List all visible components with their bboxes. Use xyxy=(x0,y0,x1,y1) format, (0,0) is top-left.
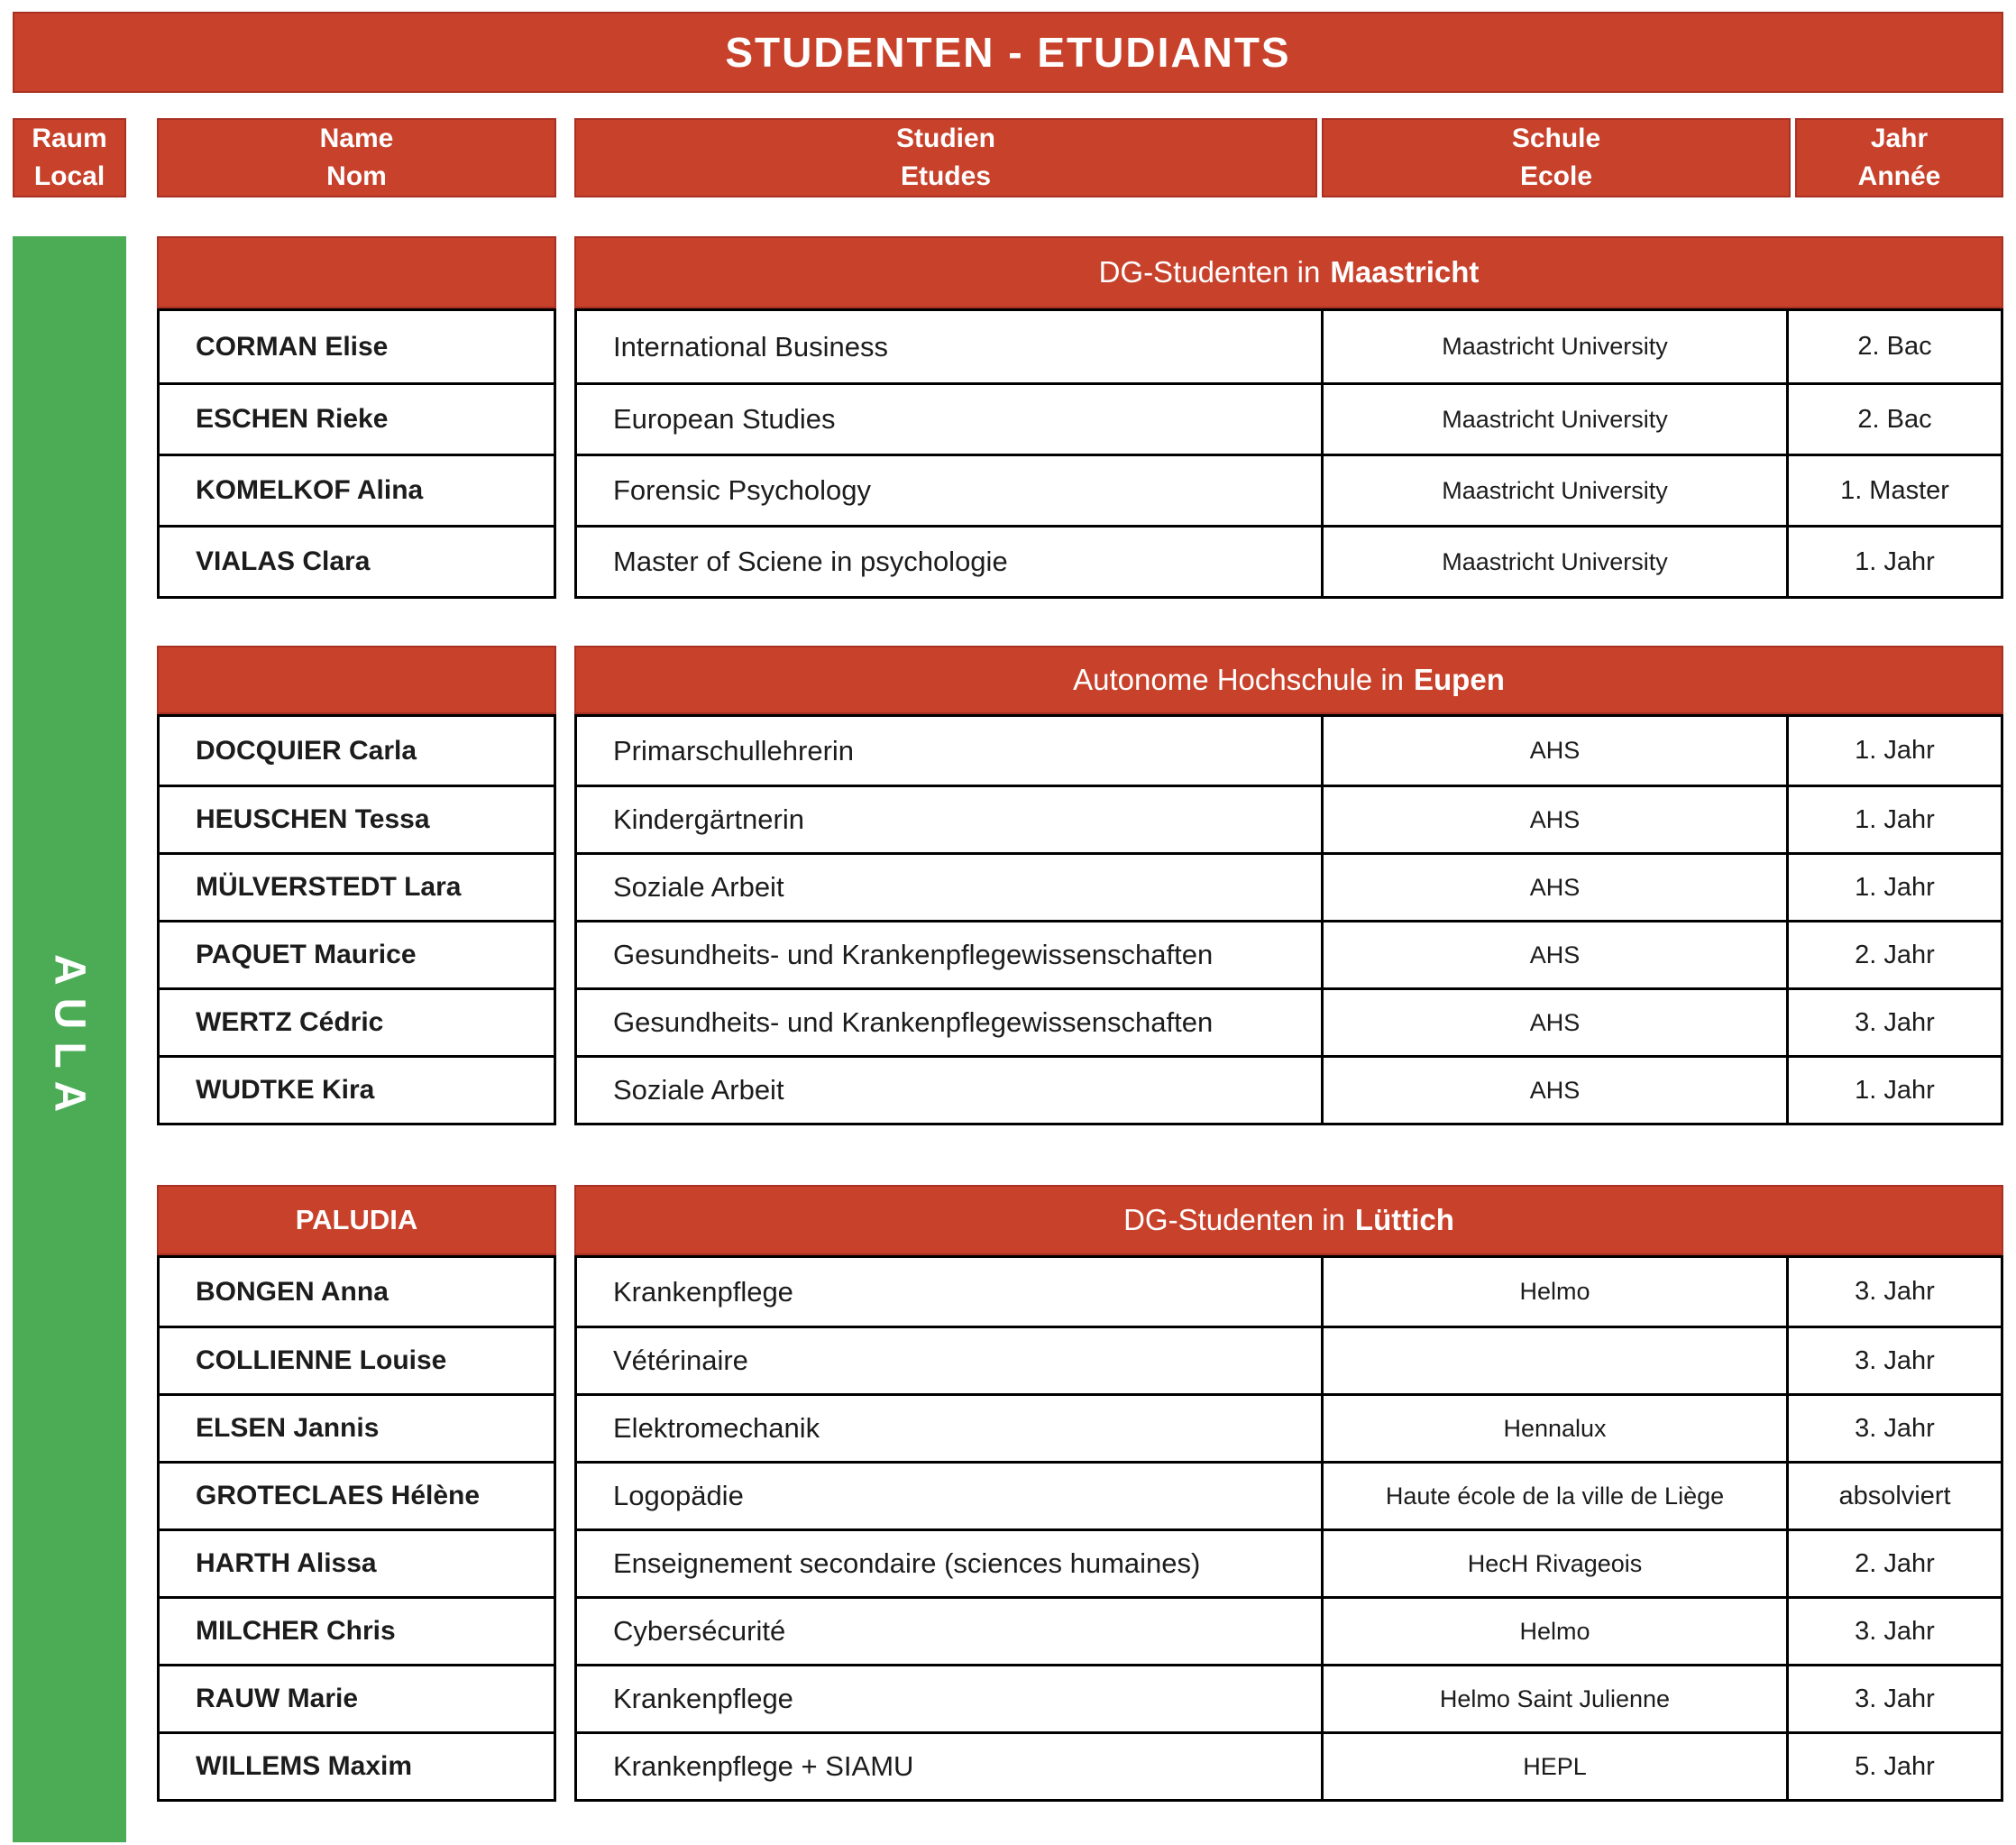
student-row xyxy=(577,1326,2001,1393)
student-row xyxy=(160,987,554,1055)
sections xyxy=(157,236,2003,1842)
student-year-cell: 3. Jahr xyxy=(1855,1684,1935,1713)
section-eupen-detail-rows xyxy=(574,714,2003,1125)
column-header-row xyxy=(13,118,2003,197)
student-school-cell: AHS xyxy=(1321,855,1789,920)
student-row xyxy=(160,1664,554,1731)
student-school-cell: AHS xyxy=(1321,990,1789,1055)
student-studies-cell: European Studies xyxy=(613,403,836,435)
section-maastricht-header-line xyxy=(1099,255,1480,289)
student-studies-cell: Gesundheits- und Krankenpflegewissenschaften xyxy=(613,1006,1214,1038)
student-row xyxy=(160,1461,554,1528)
student-year-cell: 5. Jahr xyxy=(1855,1751,1935,1781)
student-row xyxy=(577,1258,2001,1326)
student-row xyxy=(577,1528,2001,1596)
column-header-studien-line1: Studien xyxy=(896,124,995,153)
section-header-city: Lüttich xyxy=(1354,1203,1454,1236)
student-row xyxy=(160,525,554,596)
column-header-schule-line2: Ecole xyxy=(1519,161,1593,191)
student-row xyxy=(577,717,2001,785)
student-row xyxy=(160,1326,554,1393)
section-luettich-name-header-text: PALUDIA xyxy=(295,1204,418,1235)
student-name-cell: GROTECLAES Hélène xyxy=(196,1481,481,1510)
student-name-cell: WUDTKE Kira xyxy=(196,1075,375,1105)
student-row xyxy=(577,987,2001,1055)
section-header-city: Eupen xyxy=(1414,663,1505,696)
student-row xyxy=(577,1664,2001,1731)
student-name-cell: COLLIENNE Louise xyxy=(196,1345,447,1375)
student-year-cell: 1. Jahr xyxy=(1855,736,1935,765)
page-title-text: STUDENTEN - ETUDIANTS xyxy=(725,29,1291,76)
column-header-raum-line2: Local xyxy=(33,161,105,191)
column-header-name-line1: Name xyxy=(319,124,394,153)
student-name-cell: KOMELKOF Alina xyxy=(196,475,424,505)
student-row xyxy=(577,454,2001,525)
student-row xyxy=(160,1596,554,1664)
student-name-cell: ELSEN Jannis xyxy=(196,1413,380,1443)
column-header-name xyxy=(157,118,556,197)
student-row xyxy=(577,382,2001,454)
section-eupen-name-header xyxy=(157,646,556,714)
student-studies-cell: Enseignement secondaire (sciences humaines) xyxy=(613,1547,1201,1579)
student-row xyxy=(160,1258,554,1326)
column-header-name-line2: Nom xyxy=(326,161,387,191)
column-header-jahr xyxy=(1795,118,2003,197)
section-maastricht-detail-rows xyxy=(574,308,2003,599)
student-year-cell: 2. Jahr xyxy=(1855,940,1935,969)
student-studies-cell: Primarschullehrerin xyxy=(613,734,855,766)
section-maastricht-name-header xyxy=(157,236,556,308)
student-row xyxy=(577,1596,2001,1664)
section-header-city: Maastricht xyxy=(1330,255,1480,289)
column-header-strip xyxy=(574,118,2003,197)
student-studies-cell: Krankenpflege xyxy=(613,1275,793,1308)
student-school-cell: Maastricht University xyxy=(1321,528,1789,596)
student-school-cell: AHS xyxy=(1321,787,1789,852)
student-studies-cell: Gesundheits- und Krankenpflegewissenschaften xyxy=(613,939,1214,970)
student-school-cell: AHS xyxy=(1321,1058,1789,1123)
student-name-cell: HEUSCHEN Tessa xyxy=(196,804,430,834)
student-studies-cell: Krankenpflege + SIAMU xyxy=(613,1750,914,1782)
section-luettich-header-line xyxy=(1123,1203,1454,1237)
student-name-cell: RAUW Marie xyxy=(196,1684,359,1713)
column-header-raum-line1: Raum xyxy=(32,124,107,153)
student-row xyxy=(160,1055,554,1123)
student-studies-cell: Forensic Psychology xyxy=(613,474,872,506)
section-eupen-header-line xyxy=(1073,663,1505,697)
student-school-cell: AHS xyxy=(1321,922,1789,987)
student-studies-cell: Soziale Arbeit xyxy=(613,871,784,903)
student-row xyxy=(160,1731,554,1799)
student-school-cell: HecH Rivageois xyxy=(1321,1531,1789,1596)
student-row xyxy=(160,920,554,987)
student-year-cell: 3. Jahr xyxy=(1855,1007,1935,1037)
section-maastricht-name-column xyxy=(157,236,556,599)
student-school-cell: Maastricht University xyxy=(1321,311,1789,382)
student-row xyxy=(577,920,2001,987)
student-name-cell: WILLEMS Maxim xyxy=(196,1751,413,1781)
room-label: AULA xyxy=(45,953,94,1125)
student-name-cell: MILCHER Chris xyxy=(196,1616,396,1646)
student-year-cell: absolviert xyxy=(1838,1481,1951,1510)
section-luettich-details-column xyxy=(574,1185,2003,1802)
student-name-cell: WERTZ Cédric xyxy=(196,1007,384,1037)
column-header-schule xyxy=(1322,118,1791,197)
student-row xyxy=(577,852,2001,920)
student-row xyxy=(160,785,554,852)
section-luettich xyxy=(157,1185,2003,1802)
section-header-prefix: Autonome Hochschule in xyxy=(1073,663,1405,696)
student-year-cell: 1. Jahr xyxy=(1855,804,1935,834)
student-studies-cell: Logopädie xyxy=(613,1480,744,1511)
student-row xyxy=(160,1393,554,1461)
student-studies-cell: Kindergärtnerin xyxy=(613,803,804,835)
student-row xyxy=(577,1731,2001,1799)
section-eupen-name-column xyxy=(157,646,556,1125)
section-eupen-name-rows xyxy=(157,714,556,1125)
section-header-prefix: DG-Studenten in xyxy=(1123,1203,1345,1236)
student-school-cell: Maastricht University xyxy=(1321,385,1789,454)
student-row xyxy=(160,852,554,920)
section-luettich-detail-rows xyxy=(574,1255,2003,1802)
student-studies-cell: International Business xyxy=(613,330,889,363)
room-bar xyxy=(13,236,126,1842)
section-eupen-details-column xyxy=(574,646,2003,1125)
column-header-schule-line1: Schule xyxy=(1511,124,1601,153)
student-school-cell: Helmo xyxy=(1321,1258,1789,1326)
section-eupen xyxy=(157,646,2003,1125)
student-studies-cell: Krankenpflege xyxy=(613,1683,793,1714)
column-header-studien xyxy=(574,118,1317,197)
section-luettich-name-rows xyxy=(157,1255,556,1802)
section-maastricht-details-column xyxy=(574,236,2003,599)
student-row xyxy=(160,382,554,454)
student-studies-cell: Vétérinaire xyxy=(613,1345,748,1376)
student-row xyxy=(160,1528,554,1596)
student-year-cell: 2. Jahr xyxy=(1855,1548,1935,1578)
page-title xyxy=(13,12,2003,93)
student-row xyxy=(577,1055,2001,1123)
student-school-cell: AHS xyxy=(1321,717,1789,785)
student-school-cell xyxy=(1321,1328,1789,1393)
student-row xyxy=(577,1393,2001,1461)
column-header-jahr-line1: Jahr xyxy=(1870,124,1929,153)
section-eupen-header xyxy=(574,646,2003,714)
section-luettich-name-column xyxy=(157,1185,556,1802)
table-body xyxy=(13,236,2003,1842)
student-year-cell: 1. Jahr xyxy=(1855,1075,1935,1105)
student-school-cell: Maastricht University xyxy=(1321,456,1789,525)
student-row xyxy=(577,1461,2001,1528)
student-year-cell: 3. Jahr xyxy=(1855,1616,1935,1646)
student-name-cell: CORMAN Elise xyxy=(196,331,389,362)
student-year-cell: 1. Jahr xyxy=(1855,546,1935,576)
section-luettich-name-header xyxy=(157,1185,556,1255)
student-row xyxy=(160,311,554,382)
student-studies-cell: Cybersécurité xyxy=(613,1615,786,1647)
student-year-cell: 2. Bac xyxy=(1857,404,1932,434)
student-school-cell: Haute école de la ville de Liège xyxy=(1321,1464,1789,1528)
student-name-cell: VIALAS Clara xyxy=(196,546,371,576)
student-name-cell: MÜLVERSTEDT Lara xyxy=(196,872,462,902)
student-name-cell: ESCHEN Rieke xyxy=(196,404,389,434)
student-name-cell: DOCQUIER Carla xyxy=(196,735,417,766)
section-maastricht-header xyxy=(574,236,2003,308)
column-header-studien-line2: Etudes xyxy=(900,161,992,191)
student-school-cell: Helmo xyxy=(1321,1599,1789,1664)
student-name-cell: HARTH Alissa xyxy=(196,1548,377,1578)
student-row xyxy=(160,454,554,525)
student-row xyxy=(160,717,554,785)
student-year-cell: 2. Bac xyxy=(1857,332,1932,361)
section-header-prefix: DG-Studenten in xyxy=(1098,255,1321,289)
student-studies-cell: Master of Sciene in psychologie xyxy=(613,546,1008,577)
student-year-cell: 3. Jahr xyxy=(1855,1277,1935,1306)
column-header-raum xyxy=(13,118,126,197)
section-luettich-header xyxy=(574,1185,2003,1255)
section-maastricht xyxy=(157,236,2003,599)
student-name-cell: BONGEN Anna xyxy=(196,1276,389,1307)
student-studies-cell: Elektromechanik xyxy=(613,1412,820,1444)
section-maastricht-name-rows xyxy=(157,308,556,599)
student-row xyxy=(577,311,2001,382)
student-row xyxy=(577,785,2001,852)
student-year-cell: 1. Master xyxy=(1840,475,1949,505)
student-year-cell: 3. Jahr xyxy=(1855,1413,1935,1443)
column-header-jahr-line2: Année xyxy=(1857,161,1941,191)
student-year-cell: 1. Jahr xyxy=(1855,872,1935,902)
student-school-cell: HEPL xyxy=(1321,1734,1789,1799)
student-name-cell: PAQUET Maurice xyxy=(196,940,417,969)
student-studies-cell: Soziale Arbeit xyxy=(613,1074,784,1106)
student-year-cell: 3. Jahr xyxy=(1855,1345,1935,1375)
student-row xyxy=(577,525,2001,596)
student-school-cell: Helmo Saint Julienne xyxy=(1321,1666,1789,1731)
student-school-cell: Hennalux xyxy=(1321,1396,1789,1461)
